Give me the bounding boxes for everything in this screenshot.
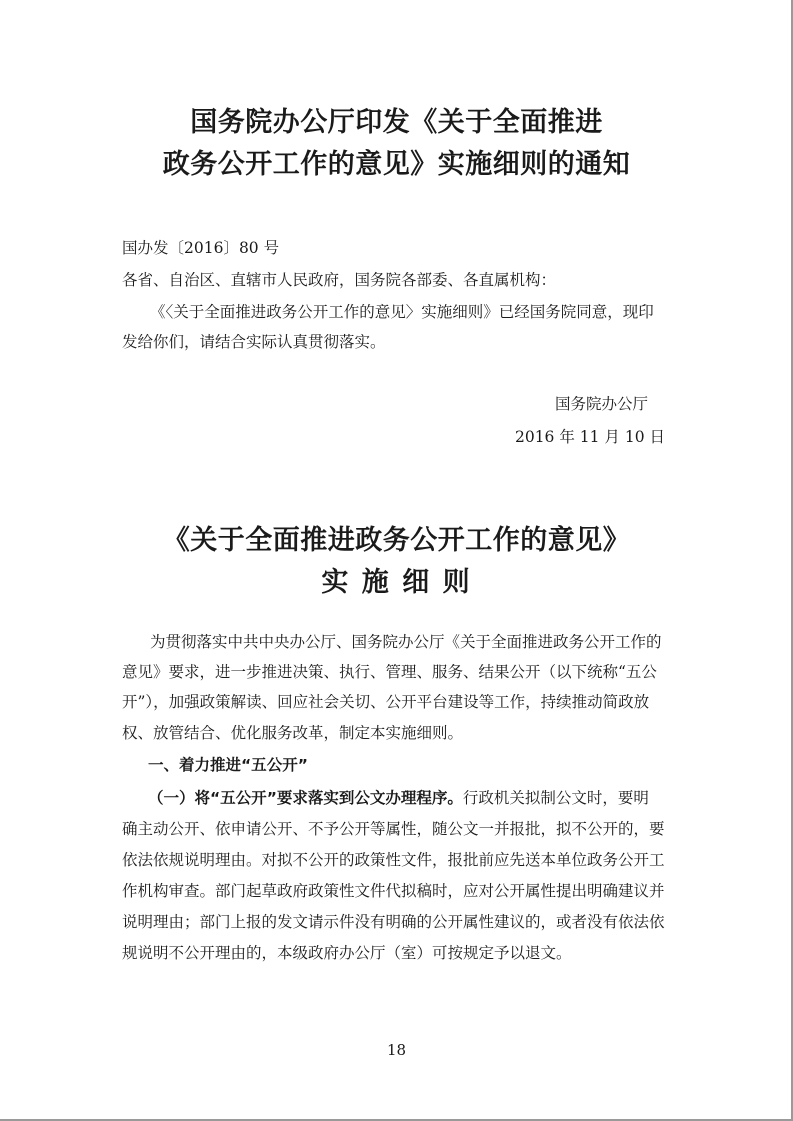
page-number: 18 [386,1041,407,1059]
notice-title-line2: 政务公开工作的意见》实施细则的通知 [162,149,631,180]
intro-line: 开”），加强政策解读、回应社会关切、公开平台建设等工作，持续推动简政放 [122,693,650,711]
item1-first-line [148,786,649,808]
issue-date: 2016 年 11 月 10 日 [514,428,665,446]
item1-line: 规说明不公开理由的，本级政府办公厅（室）可按规定予以退文。 [122,944,572,962]
addressees: 各省、自治区、直辖市人民政府，国务院各部委、各直属机构： [122,271,557,289]
intro-line: 意见》要求，进一步推进决策、执行、管理、服务、结果公开（以下统称“五公 [122,663,657,681]
notice-title-line1: 国务院办公厅印发《关于全面推进 [190,107,603,138]
item1-line: 说明理由；部门上报的发文请示件没有明确的公开属性建议的，或者没有依法依 [122,913,665,931]
rules-title-line1: 《关于全面推进政务公开工作的意见》 [162,525,631,556]
intro-line: 权、放管结合、优化服务改革，制定本实施细则。 [122,724,464,742]
rules-title-line2: 实 施 细 则 [321,567,472,598]
issuer: 国务院办公厅 [554,395,648,413]
notice-body-line: 《〈关于全面推进政务公开工作的意见〉实施细则》已经国务院同意，现印 [150,303,654,321]
section-heading: 一、着力推进“五公开” [148,756,308,774]
item1-line: 依法依规说明理由。对拟不公开的政策性文件，报批前应先送本单位政务公开工 [122,851,665,869]
doc-number: 国办发〔2016〕80 号 [122,239,280,257]
notice-body-line: 发给你们，请结合实际认真贯彻落实。 [122,333,386,351]
item1-first-rest: 行政机关拟制公文时，要明 [462,789,649,807]
intro-line: 为贯彻落实中共中央办公厅、国务院办公厅《关于全面推进政务公开工作的 [150,633,662,651]
item1-line: 确主动公开、依申请公开、不予公开等属性，随公文一并报批，拟不公开的，要 [122,820,665,838]
item1-lead: （一）将“五公开”要求落实到公文办理程序。 [148,789,463,807]
item1-line: 作机构审查。部门起草政府政策性文件代拟稿时，应对公开属性提出明确建议并 [122,882,665,900]
